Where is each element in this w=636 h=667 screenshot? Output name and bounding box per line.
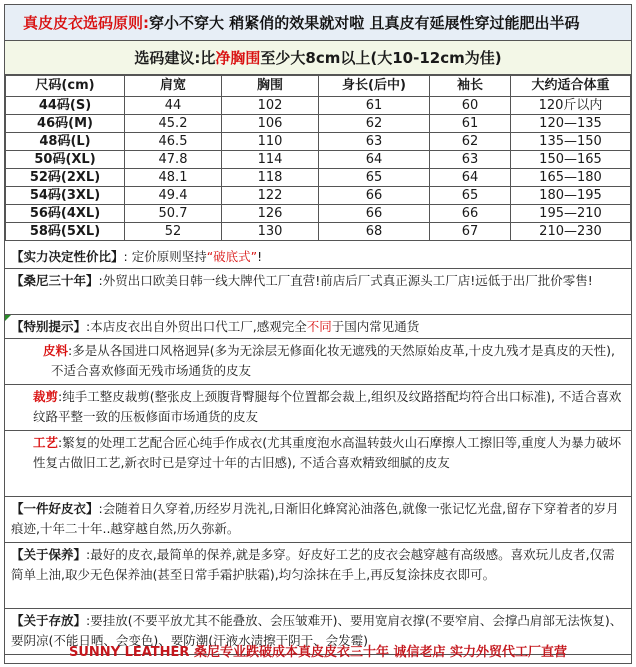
chest-cell: 102 <box>222 97 319 115</box>
note-care-text: :最好的皮衣,最简单的保养,就是多穿。好皮好工艺的皮衣会越穿越有高级感。喜欢玩儿皮者,仅需简单上油,取少无色保养油(甚至日常手霜护肤霜),均匀涂抹在手上,再反复涂抹皮衣即可。 <box>11 547 615 582</box>
note-value-end: ! <box>257 249 263 264</box>
size-cell: 56码(4XL) <box>6 205 125 223</box>
green-marker-icon <box>5 315 11 321</box>
shoulder-cell: 52 <box>125 223 222 241</box>
size-table-header <box>6 76 631 97</box>
table-row <box>6 223 631 241</box>
title-description: 穿小不穿大 稍紧俏的效果就对啦 且真皮有延展性穿过能肥出半码 <box>149 14 580 32</box>
chest-cell: 122 <box>222 187 319 205</box>
advice-suffix: 至少大8cm以上(大10-12cm为佳) <box>260 49 502 67</box>
advice-highlight: 净胸围 <box>215 49 261 67</box>
sleeve-cell: 62 <box>430 133 511 151</box>
size-table <box>5 75 631 241</box>
table-row <box>6 169 631 187</box>
note-sunny-text: :外贸出口欧美日韩一线大牌代工厂直营!前店后厂式真正源头工厂店!远低于出厂批价零售! <box>98 273 593 288</box>
footer-slogan: SUNNY LEATHER 桑尼专业跌破成本真皮皮衣三十年 诚信老店 实力外贸代工厂直营 <box>68 644 568 660</box>
col-size: 尺码(cm) <box>6 76 125 97</box>
weight-cell: 120—135 <box>511 115 631 133</box>
length-cell: 62 <box>319 115 430 133</box>
shoulder-cell: 44 <box>125 97 222 115</box>
shoulder-cell: 48.1 <box>125 169 222 187</box>
note-sunny <box>5 269 631 315</box>
note-special-text2: 于国内常见通货 <box>331 319 420 334</box>
note-care-label: 【关于保养】 <box>11 547 87 562</box>
sleeve-cell: 64 <box>430 169 511 187</box>
size-cell: 44码(S) <box>6 97 125 115</box>
weight-cell: 150—165 <box>511 151 631 169</box>
note-good <box>5 497 631 543</box>
advice-prefix: 选码建议:比 <box>134 49 216 67</box>
chest-cell: 110 <box>222 133 319 151</box>
note-leather-label: 皮料 <box>43 343 69 358</box>
chest-cell: 118 <box>222 169 319 187</box>
note-special <box>5 315 631 339</box>
sleeve-cell: 65 <box>430 187 511 205</box>
col-length: 身长(后中) <box>319 76 430 97</box>
length-cell: 61 <box>319 97 430 115</box>
length-cell: 64 <box>319 151 430 169</box>
weight-cell: 165—180 <box>511 169 631 187</box>
length-cell: 66 <box>319 205 430 223</box>
size-chart-sheet <box>4 4 632 664</box>
note-craft <box>5 431 631 497</box>
notes-section <box>5 245 631 655</box>
shoulder-cell: 46.5 <box>125 133 222 151</box>
note-value-quote: “破底式” <box>206 249 258 264</box>
weight-cell: 135—150 <box>511 133 631 151</box>
size-cell: 52码(2XL) <box>6 169 125 187</box>
note-craft-label: 工艺 <box>33 435 59 450</box>
note-storage-label: 【关于存放】 <box>11 613 87 628</box>
weight-cell: 195—210 <box>511 205 631 223</box>
table-row <box>6 187 631 205</box>
note-special-red: 不同 <box>306 319 332 334</box>
note-leather <box>5 339 631 385</box>
size-cell: 54码(3XL) <box>6 187 125 205</box>
chest-cell: 126 <box>222 205 319 223</box>
chest-cell: 114 <box>222 151 319 169</box>
table-row <box>6 115 631 133</box>
note-value-text: : 定价原则坚持 <box>123 249 207 264</box>
col-sleeve: 袖长 <box>430 76 511 97</box>
size-cell: 50码(XL) <box>6 151 125 169</box>
sleeve-cell: 67 <box>430 223 511 241</box>
shoulder-cell: 45.2 <box>125 115 222 133</box>
chest-cell: 130 <box>222 223 319 241</box>
sleeve-cell: 60 <box>430 97 511 115</box>
length-cell: 66 <box>319 187 430 205</box>
sleeve-cell: 66 <box>430 205 511 223</box>
weight-cell: 120斤以内 <box>511 97 631 115</box>
col-weight: 大约适合体重 <box>511 76 631 97</box>
sleeve-cell: 61 <box>430 115 511 133</box>
table-row <box>6 205 631 223</box>
note-cutting <box>5 385 631 431</box>
size-cell: 46码(M) <box>6 115 125 133</box>
shoulder-cell: 49.4 <box>125 187 222 205</box>
note-good-text: :会随着日久穿着,历经岁月洗礼,日渐旧化蜂窝沁油落色,就像一张记忆光盘,留存下穿着者的岁月痕迹,十年二十年..越穿越自然,历久弥新。 <box>11 501 619 536</box>
note-craft-text: :繁复的处理工艺配合匠心纯手作成衣(尤其重度泡水高温转鼓火山石摩擦人工擦旧等,重度人为暴力破坏性复古做旧工艺,新衣时已是穿过十年的古旧感), 不适合喜欢精致细腻的皮友 <box>33 435 622 470</box>
title-banner <box>5 5 631 41</box>
note-special-label: 【特别提示】 <box>11 319 87 334</box>
length-cell: 65 <box>319 169 430 187</box>
note-value-label: 【实力决定性价比】 <box>11 249 124 264</box>
note-storage-text: :要挂放(不要平放尤其不能叠放、会压皱难开)、要用宽肩衣撑(不要窄肩、会撑凸肩部无法恢复)、要阴凉(不能日晒、会变色)、要防潮(汗液水渍擦干阴干、会发霉) <box>11 613 623 648</box>
note-leather-text: :多是从各国进口风格迥异(多为无涂层无修面化妆无遮残的天然原始皮革,十皮九残才是真皮的天性), 不适合喜欢修面无残市场通货的皮友 <box>51 343 615 378</box>
note-care <box>5 543 631 609</box>
title-principle: 真皮皮衣选码原则: <box>23 14 149 32</box>
sleeve-cell: 63 <box>430 151 511 169</box>
note-cutting-label: 裁剪 <box>33 389 59 404</box>
chest-cell: 106 <box>222 115 319 133</box>
shoulder-cell: 47.8 <box>125 151 222 169</box>
shoulder-cell: 50.7 <box>125 205 222 223</box>
length-cell: 63 <box>319 133 430 151</box>
size-cell: 58码(5XL) <box>6 223 125 241</box>
size-cell: 48码(L) <box>6 133 125 151</box>
note-special-text: :本店皮衣出自外贸出口代工厂,感观完全 <box>86 319 307 334</box>
advice-banner <box>5 41 631 75</box>
weight-cell: 180—195 <box>511 187 631 205</box>
note-sunny-label: 【桑尼三十年】 <box>11 273 99 288</box>
table-row <box>6 151 631 169</box>
note-value <box>5 245 631 269</box>
table-row <box>6 133 631 151</box>
length-cell: 68 <box>319 223 430 241</box>
col-shoulder: 肩宽 <box>125 76 222 97</box>
note-cutting-text: :纯手工整皮裁剪(整张皮上颈腹背臀腿每个位置都会裁上,组织及纹路搭配均符合出口标准), 不适合喜欢纹路平整一致的压板修面市场通货的皮友 <box>33 389 622 424</box>
col-chest: 胸围 <box>222 76 319 97</box>
weight-cell: 210—230 <box>511 223 631 241</box>
table-row <box>6 97 631 115</box>
note-good-label: 【一件好皮衣】 <box>11 501 99 516</box>
